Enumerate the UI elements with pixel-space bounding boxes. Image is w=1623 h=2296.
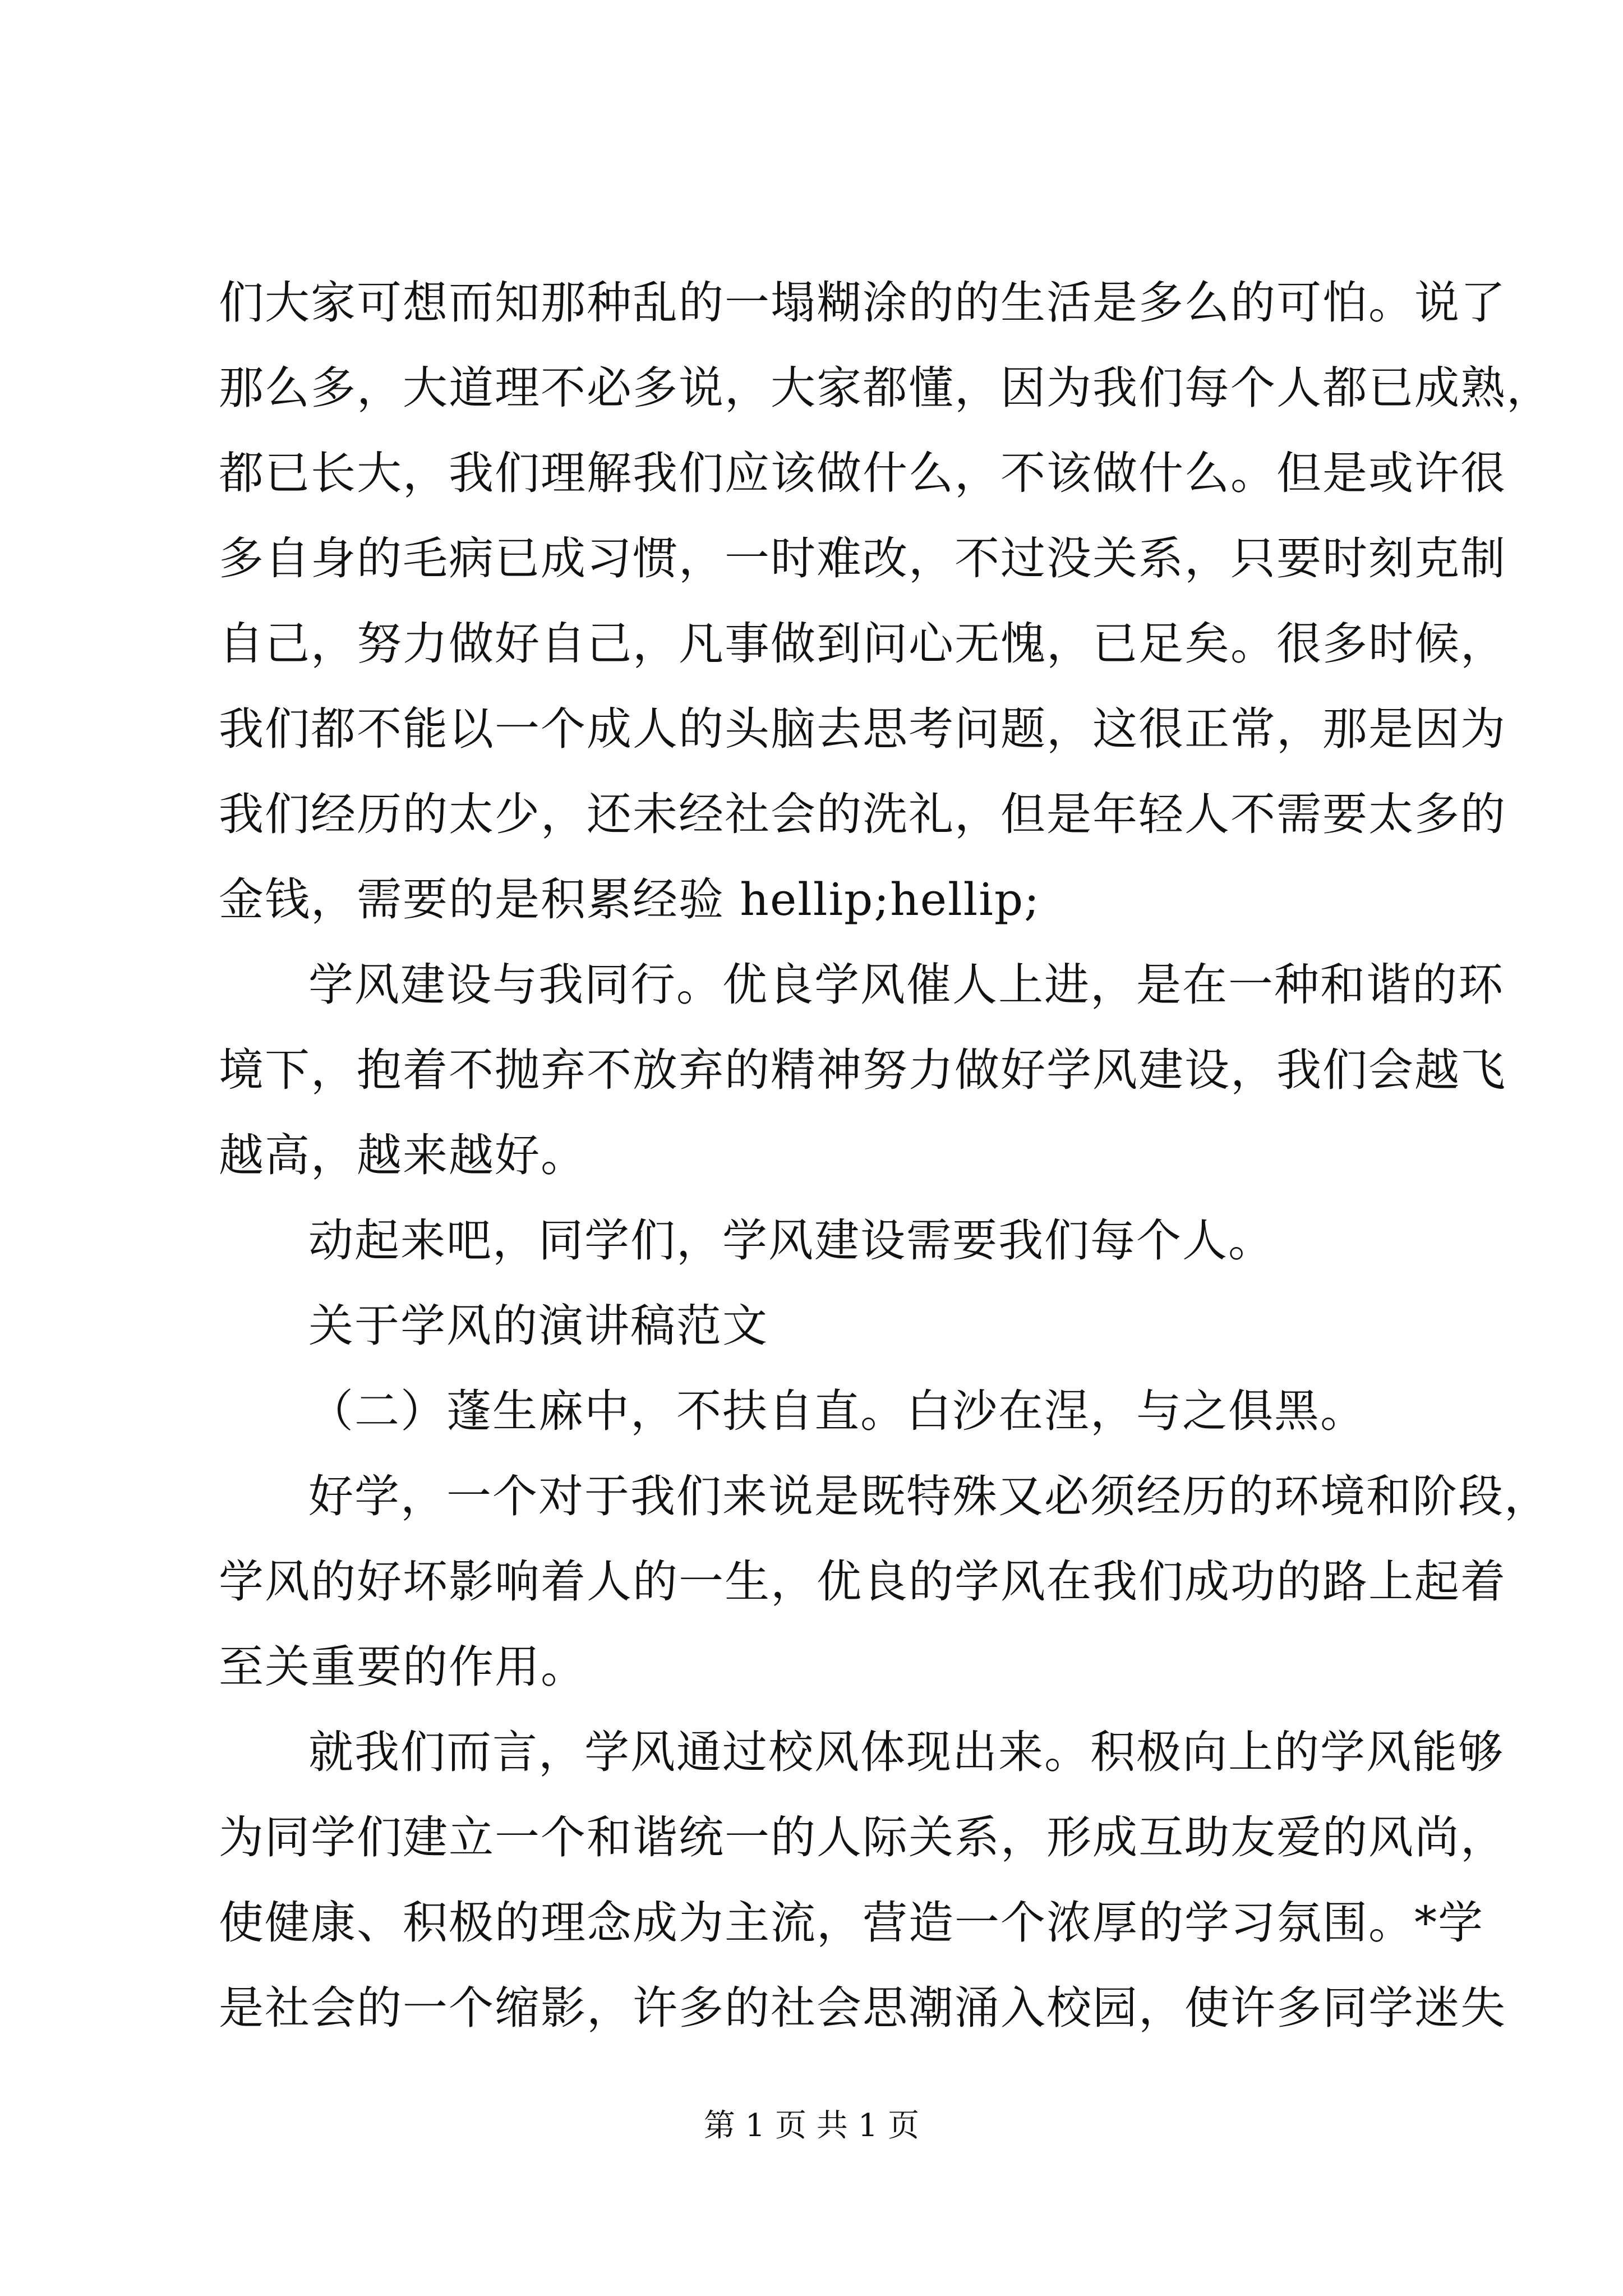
text-line: 们大家可想而知那种乱的一塌糊涂的的生活是多么的可怕。说了: [219, 277, 1506, 329]
text-line: 是社会的一个缩影，许多的社会思潮涌入校园，使许多同学迷失: [219, 1982, 1506, 2034]
text-line: 越高，越来越好。: [219, 1129, 587, 1181]
text-line: 我们都不能以一个成人的头脑去思考问题，这很正常，那是因为: [219, 703, 1506, 755]
text-line: 多自身的毛病已成习惯，一时难改，不过没关系，只要时刻克制: [219, 532, 1506, 585]
text-line: 为同学们建立一个和谐统一的人际关系，形成互助友爱的风尚，: [219, 1811, 1506, 1864]
section-title: 关于学风的演讲稿范文: [308, 1300, 768, 1352]
text-line: 金钱，需要的是积累经验 hellip;hellip;: [219, 873, 1041, 926]
paragraph-first-line: 学风建设与我同行。优良学风催人上进，是在一种和谐的环: [308, 959, 1504, 1011]
text-line: 使健康、积极的理念成为主流，营造一个浓厚的学习氛围。*学: [219, 1897, 1484, 1949]
text-line: 自己，努力做好自己，凡事做到问心无愧，已足矣。很多时候，: [219, 618, 1506, 670]
text-line: 至关重要的作用。: [219, 1641, 587, 1693]
paragraph-first-line: （二）蓬生麻中，不扶自直。白沙在涅，与之俱黑。: [308, 1385, 1366, 1437]
text-line: 我们经历的太少，还未经社会的洗礼，但是年轻人不需要太多的: [219, 788, 1506, 840]
text-line: 学风的好坏影响着人的一生，优良的学风在我们成功的路上起着: [219, 1556, 1506, 1608]
paragraph-first-line: 好学，一个对于我们来说是既特殊又必须经历的环境和阶段，: [308, 1470, 1550, 1522]
text-line: 都已长大，我们理解我们应该做什么，不该做什么。但是或许很: [219, 447, 1506, 499]
page-number-footer: 第 1 页 共 1 页: [703, 2108, 920, 2144]
paragraph-first-line: 就我们而言，学风通过校风体现出来。积极向上的学风能够: [308, 1726, 1504, 1778]
text-line: 那么多，大道理不必多说，大家都懂，因为我们每个人都已成熟，: [219, 362, 1552, 414]
text-line: 境下，抱着不抛弃不放弃的精神努力做好学风建设，我们会越飞: [219, 1044, 1506, 1096]
paragraph-first-line: 动起来吧，同学们，学风建设需要我们每个人。: [308, 1214, 1274, 1267]
